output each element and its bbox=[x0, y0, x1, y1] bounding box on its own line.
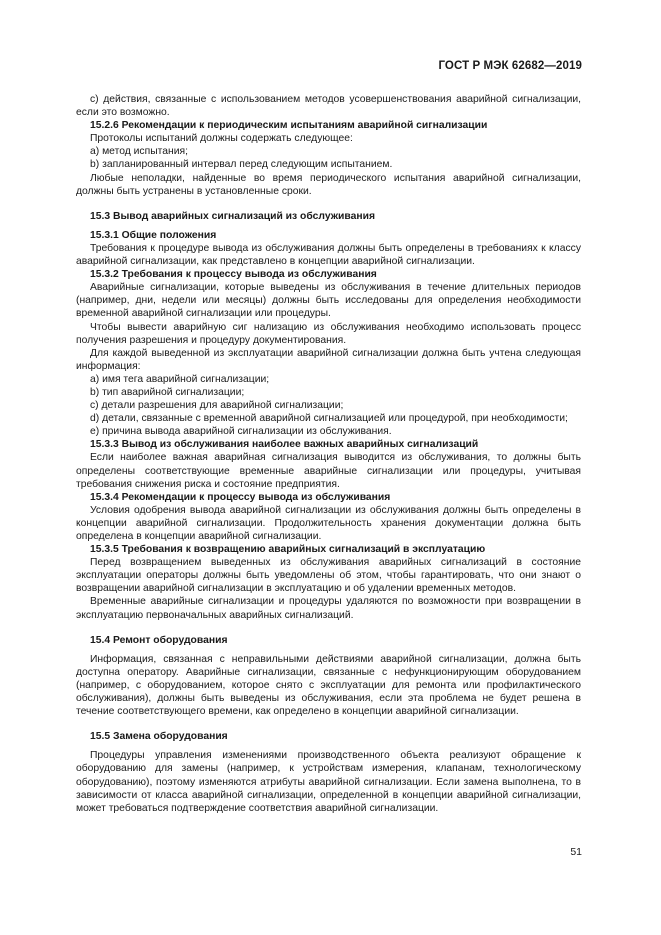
list-item: c) детали разрешения для аварийной сигнализации; bbox=[90, 400, 344, 412]
paragraph: Временные аварийные сигнализации и процедуры удаляются по возможности при возвращении в эксплуатацию первоначальных аварийных сигнализаций. bbox=[76, 596, 581, 621]
list-item: b) запланированный интервал перед следующим испытанием. bbox=[90, 159, 393, 171]
paragraph: Процедуры управления изменениями производственного объекта реализуют обращение к оборудованию для замены (например, к устройствам измерения, клапанам, технологическому оборудованию), поэтому изменяются атрибуты аварийной сигнализации. Если замена выполнена, то в зависимости от класса аварийной сигнализации, определенной в концепции аварийной сигнализации, может требоваться подтверждение соответствия аварийной сигнализации. bbox=[76, 750, 581, 814]
heading-15-4: 15.4 Ремонт оборудования bbox=[90, 634, 228, 646]
document-id-header: ГОСТ Р МЭК 62682—2019 bbox=[438, 60, 582, 72]
page-content bbox=[76, 93, 581, 815]
paragraph: Требования к процедуре вывода из обслуживания должны быть определены в требованиях к классу аварийной сигнализации, как представлено в концепции аварийной сигнализации. bbox=[76, 242, 581, 268]
paragraph: Для каждой выведенной из эксплуатации аварийной сигнализации должна быть учтена следующая информация: bbox=[76, 347, 581, 372]
heading-15-3-5: 15.3.5 Требования к возвращению аварийных сигнализаций в эксплуатацию bbox=[90, 544, 486, 556]
paragraph: Аварийные сигнализации, которые выведены из обслуживания в течение длительных периодов (например, дни, недели или месяцы) должны быть исследованы для определения необходимости временной аварийной сигнализации или процедуры. bbox=[76, 282, 581, 320]
list-item: d) детали, связанные с временной аварийной сигнализацией или процедурой, при необходимости; bbox=[90, 413, 568, 425]
paragraph: Условия одобрения вывода аварийной сигнализации из обслуживания должны быть определены в концепции аварийной сигнализации. Продолжительность хранения документации должна быть определена в концепции аварийной сигнализации. bbox=[76, 504, 581, 542]
page-number: 51 bbox=[570, 846, 582, 858]
paragraph: Протоколы испытаний должны содержать следующее: bbox=[90, 133, 353, 145]
paragraph: c) действия, связанные с использованием методов усовершенствования аварийной сигнализации, если это возможно. bbox=[76, 94, 581, 119]
heading-15-3-1: 15.3.1 Общие положения bbox=[90, 229, 217, 241]
paragraph: Информация, связанная с неправильными действиями аварийной сигнализации, должна быть доступна оператору. Аварийные сигнализации, связанные с нефункционирующим оборудованием (например, с оборудованием, которое снято с эксплуатации для ремонта или профилактического обслуживания), должны быть выведены из обслуживания, если эта проблема не будет решена в течение соответствующего времени, как определено в концепции аварийной сигнализации. bbox=[76, 653, 581, 718]
paragraph: Любые неполадки, найденные во время периодического испытания аварийной сигнализации, должны быть устранены в установленные сроки. bbox=[76, 172, 581, 197]
paragraph: Чтобы вывести аварийную сиг нализацию из обслуживания необходимо использовать процесс получения разрешения и процедуру документирования. bbox=[76, 321, 581, 346]
paragraph: Перед возвращением выведенных из обслуживания аварийных сигнализаций в состояние эксплуатации операторы должны быть уведомлены об этом, чтобы гарантировать, что они знают о возвращении аварийной сигнализации в эксплуатацию и об удалении временных методов. bbox=[76, 557, 581, 595]
list-item: a) имя тега аварийной сигнализации; bbox=[90, 373, 270, 385]
list-item: e) причина вывода аварийной сигнализации из обслуживания. bbox=[90, 426, 392, 438]
heading-15-3: 15.3 Вывод аварийных сигнализаций из обслуживания bbox=[90, 210, 376, 222]
paragraph: Если наиболее важная аварийная сигнализация выводится из обслуживания, то должны быть определены соответствующие временные аварийные сигнализации или процедуры, учитывая требования снижения риска и состояние предприятия. bbox=[76, 452, 581, 490]
heading-15-5: 15.5 Замена оборудования bbox=[90, 731, 228, 743]
heading-15-3-2: 15.3.2 Требования к процессу вывода из обслуживания bbox=[90, 269, 377, 281]
heading-15-3-3: 15.3.3 Вывод из обслуживания наиболее важных аварийных сигнализаций bbox=[90, 439, 479, 451]
list-item: b) тип аварийной сигнализации; bbox=[90, 386, 245, 398]
heading-15-3-4: 15.3.4 Рекомендации к процессу вывода из обслуживания bbox=[90, 491, 391, 503]
heading-15-2-6: 15.2.6 Рекомендации к периодическим испытаниям аварийной сигнализации bbox=[90, 120, 488, 132]
list-item: a) метод испытания; bbox=[90, 146, 188, 158]
